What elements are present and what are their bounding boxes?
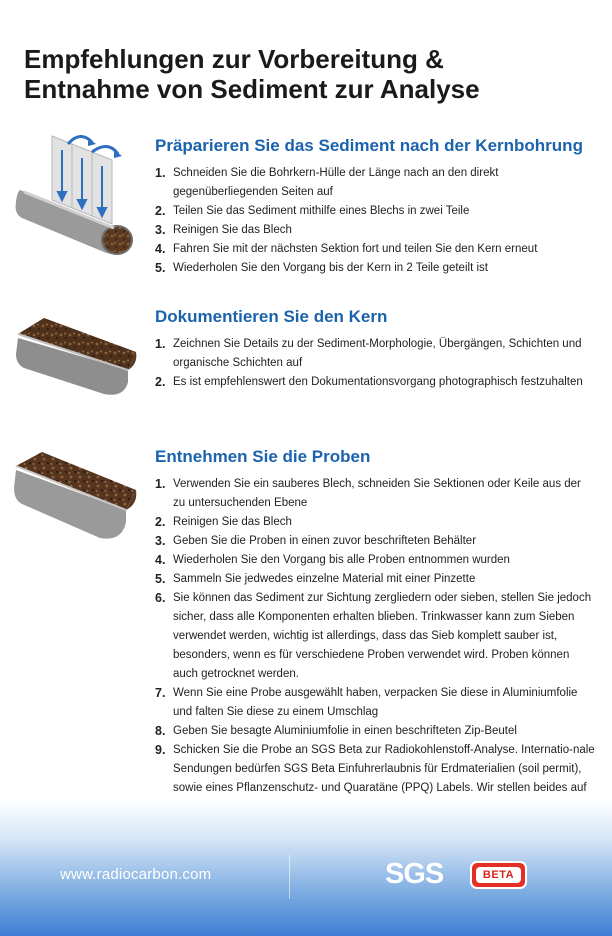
section-heading-prepare: Präparieren Sie das Sediment nach der Kernbohrung — [155, 136, 583, 155]
steps-list-prepare — [155, 164, 595, 278]
footer-divider — [289, 855, 290, 899]
list-item: 4. Fahren Sie mit der nächsten Sektion fort und teilen Sie den Kern erneut — [155, 242, 538, 256]
list-item: 2. Teilen Sie das Sediment mithilfe eines Blechs in zwei Teile — [155, 204, 470, 218]
list-item: 2. Reinigen Sie das Blech — [155, 515, 292, 529]
sgs-logo: SGS — [385, 858, 444, 890]
list-item: 3. Reinigen Sie das Blech — [155, 223, 292, 237]
title-line-1: Empfehlungen zur Vorbereitung & — [24, 44, 444, 74]
list-item: 6. Sie können das Sediment zur Sichtung zergliedern oder sieben, stellen Sie jedoch sicher, dass alle Komponenten erhalten blieben. Trinkwasser kann zum Sieben verwendet werden, wichtig ist allerdings, dass das Sieb komplett sauber ist, besonders, wenn es für verschiedene Proben verwendet wird. Proben können auch getrocknet werden. — [155, 591, 592, 680]
list-item: 4. Wiederholen Sie den Vorgang bis alle Proben entnommen wurden — [155, 553, 510, 567]
list-item: 1. Zeichnen Sie Details zu der Sediment-Morphologie, Übergängen, Schichten und organische Schichten auf — [155, 337, 582, 369]
list-item: 5. Sammeln Sie jedwedes einzelne Material mit einer Pinzette — [155, 572, 476, 586]
steps-list-sampling — [155, 475, 595, 817]
beta-logo — [470, 861, 527, 889]
core-sample-illustration — [14, 448, 138, 546]
page-title — [24, 44, 594, 104]
list-item: 5. Wiederholen Sie den Vorgang bis der Kern in 2 Teile geteilt ist — [155, 261, 488, 275]
list-item: 8. Geben Sie besagte Aluminiumfolie in einen beschrifteten Zip-Beutel — [155, 724, 517, 738]
list-item: 1. Verwenden Sie ein sauberes Blech, schneiden Sie Sektionen oder Keile aus der zu untersuchenden Ebene — [155, 477, 581, 509]
website-link[interactable]: www.radiocarbon.com — [60, 866, 212, 883]
list-item: 3. Geben Sie die Proben in einen zuvor beschrifteten Behälter — [155, 534, 477, 548]
section-heading-document: Dokumentieren Sie den Kern — [155, 307, 388, 326]
title-line-2: Entnahme von Sediment zur Analyse — [24, 74, 480, 104]
section-heading-sampling: Entnehmen Sie die Proben — [155, 447, 371, 466]
core-splitting-illustration — [14, 130, 138, 260]
list-item: 2. Es ist empfehlenswert den Dokumentationsvorgang photographisch festzuhalten — [155, 375, 583, 389]
core-half-illustration — [14, 314, 138, 404]
steps-list-document — [155, 335, 595, 392]
list-item: 7. Wenn Sie eine Probe ausgewählt haben, verpacken Sie diese in Aluminiumfolie und falten Sie diese zu einem Umschlag — [155, 686, 578, 718]
beta-logo-text: BETA — [476, 867, 521, 883]
footer — [0, 800, 612, 936]
list-item: 9. Schicken Sie die Probe an SGS Beta zur Radiokohlenstoff-Analyse. Internatio-nale Sendungen bedürfen SGS Beta Einfuhrerlaubnis für Erdmaterialien (soil permit), sowie eines Pflanzenschutz- und Quaratäne (PPQ) Labels. Wir stellen beides auf — [155, 743, 595, 794]
list-item: 1. Schneiden Sie die Bohrkern-Hülle der Länge nach an den direkt gegenüberliegenden Seiten auf — [155, 166, 499, 198]
